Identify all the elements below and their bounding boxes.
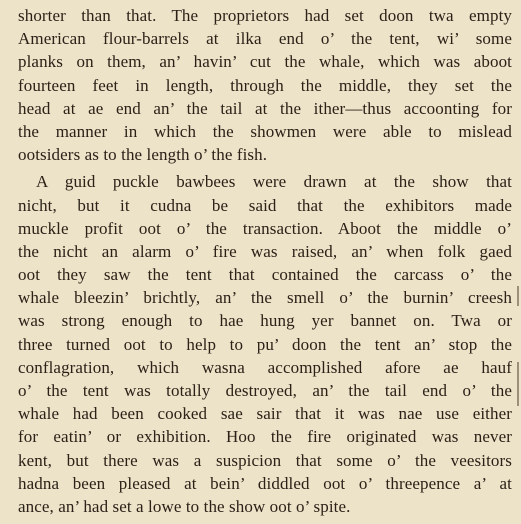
text-line: conflagration, which wasna accomplished afore ae hauf	[18, 357, 512, 377]
page-edge-mark	[517, 362, 519, 406]
text-line: the manner in which the showmen were able to mislead	[18, 121, 512, 141]
text-line: oot they saw the tent that contained the carcass o’ the	[18, 265, 512, 285]
page-edge-mark	[517, 286, 519, 306]
text-line: A guid puckle bawbees were drawn at the show that	[36, 172, 512, 192]
text-line: hadna been pleased at bein’ diddled oot o’ threepence a’ at	[18, 473, 512, 493]
text-line: whale had been cooked sae sair that it was nae use either	[18, 404, 512, 424]
paragraph	[18, 4, 512, 166]
text-line: nicht, but it cudna be said that the exhibitors made	[18, 195, 512, 215]
text-line: whale bleezin’ brichtly, an’ the smell o’ the burnin’ creesh	[18, 288, 512, 308]
text-line: three turned oot to help to pu’ doon the tent an’ stop the	[18, 334, 512, 354]
text-line: ootsiders as to the length o’ the fish.	[18, 145, 268, 165]
text-line: American flour-barrels at ilka end o’ the tent, wi’ some	[18, 29, 512, 49]
text-line: the nicht an alarm o’ fire was raised, an’ when folk gaed	[18, 241, 512, 261]
text-line: for eatin’ or exhibition. Hoo the fire originated was never	[18, 427, 512, 447]
text-line: fourteen feet in length, through the middle, they set the	[18, 75, 512, 95]
text-line: muckle profit oot o’ the transaction. Aboot the middle o’	[18, 218, 512, 238]
text-line: head at ae end an’ the tail at the ither—thus accoonting for	[18, 98, 512, 118]
text-line: o’ the tent was totally destroyed, an’ the tail end o’ the	[18, 381, 512, 400]
text-line: ance, an’ had set a lowe to the show oot o’ spite.	[18, 496, 351, 516]
text-line: was strong enough to hae hung yer bannet on. Twa or	[18, 311, 512, 331]
text-line: kent, but there was a suspicion that some o’ the veesitors	[18, 450, 512, 470]
paragraph	[18, 170, 512, 518]
body-text	[18, 4, 512, 518]
text-line: shorter than that. The proprietors had set doon twa empty	[18, 6, 512, 25]
text-line: planks on them, an’ havin’ cut the whale, which was aboot	[18, 52, 512, 72]
